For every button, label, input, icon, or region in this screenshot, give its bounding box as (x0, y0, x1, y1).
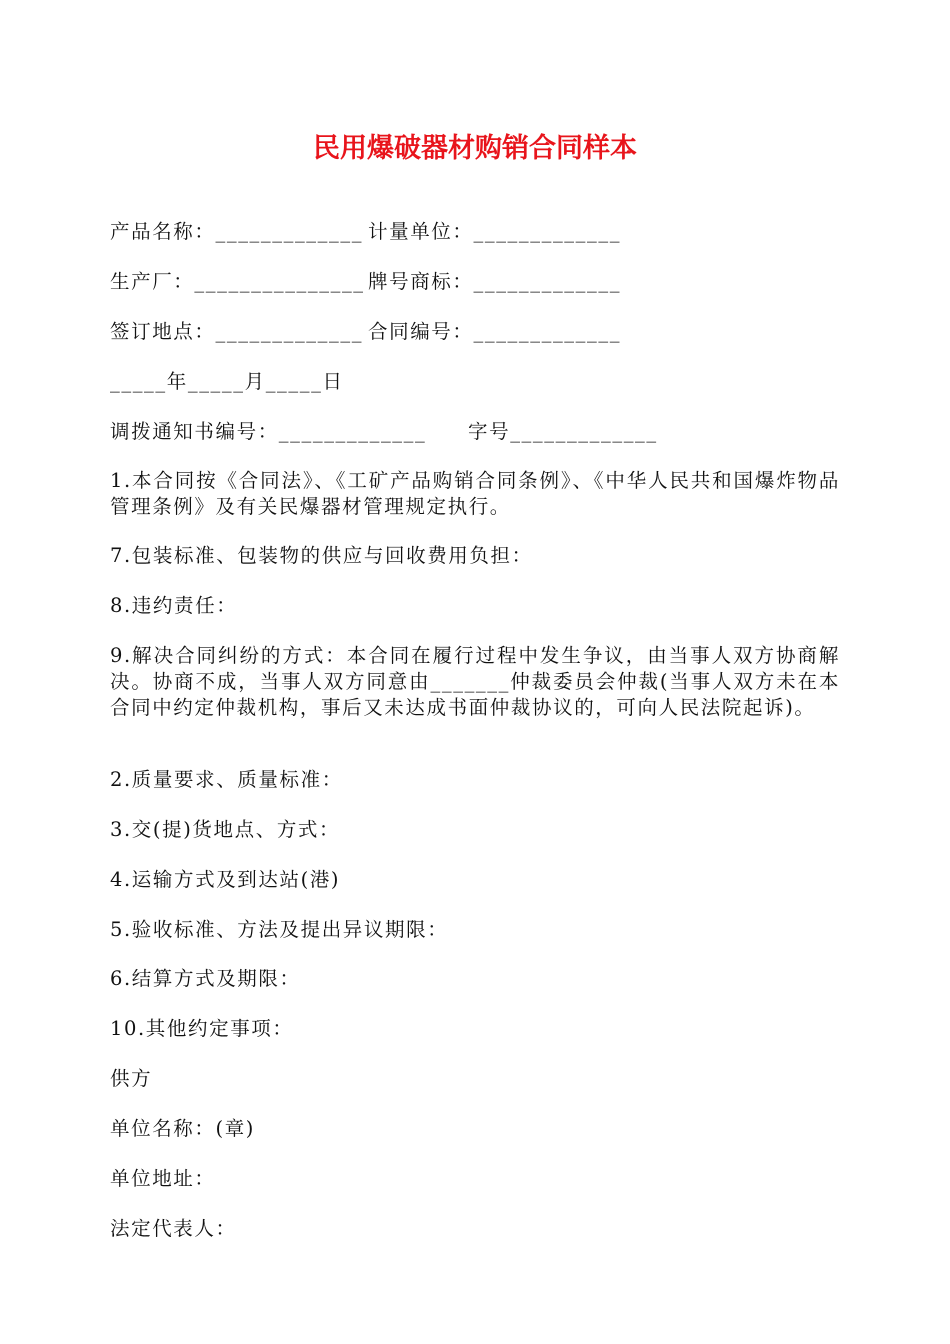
clause-10: 10.其他约定事项： (110, 1017, 294, 1040)
field-manufacturer: 生产厂：_______________ (110, 270, 365, 293)
field-unit: 计量单位：_____________ (368, 220, 622, 243)
field-date: _____年_____月_____日 (110, 370, 344, 393)
supplier-legal-rep: 法定代表人： (110, 1217, 237, 1240)
clause-6: 6.结算方式及期限： (110, 967, 301, 990)
field-brand: 牌号商标：_____________ (368, 270, 622, 293)
clause-9: 9.解决合同纠纷的方式：本合同在履行过程中发生争议，由当事人双方协商解决。协商不成，当事人双方同意由_______仲裁委员会仲裁(当事人双方未在本合同中约定仲裁机构，事后又未达成书面仲裁协议的，可向人民法院起诉)。 (110, 644, 840, 719)
clause-1: 1.本合同按《合同法》、《工矿产品购销合同条例》、《中华人民共和国爆炸物品管理条例》及有关民爆器材管理规定执行。 (110, 469, 840, 518)
clause-3: 3.交(提)货地点、方式： (110, 818, 341, 841)
clause-8: 8.违约责任： (110, 594, 238, 617)
field-product-name: 产品名称：_____________ (110, 220, 364, 243)
supplier-unit-address: 单位地址： (110, 1167, 216, 1190)
field-contract-no: 合同编号：_____________ (368, 320, 622, 343)
clause-4: 4.运输方式及到达站(港) (110, 868, 341, 891)
field-notice-no: 调拨通知书编号：_____________ (110, 420, 427, 443)
clause-7: 7.包装标准、包装物的供应与回收费用负担： (110, 544, 533, 567)
clause-2: 2.质量要求、质量标准： (110, 768, 343, 791)
field-sign-place: 签订地点：_____________ (110, 320, 364, 343)
document-title: 民用爆破器材购销合同样本 (313, 133, 637, 164)
supplier-label: 供方 (110, 1067, 153, 1090)
field-char-no: 字号_____________ (468, 420, 658, 443)
supplier-unit-name: 单位名称：(章) (110, 1117, 256, 1140)
clause-5: 5.验收标准、方法及提出异议期限： (110, 918, 449, 941)
